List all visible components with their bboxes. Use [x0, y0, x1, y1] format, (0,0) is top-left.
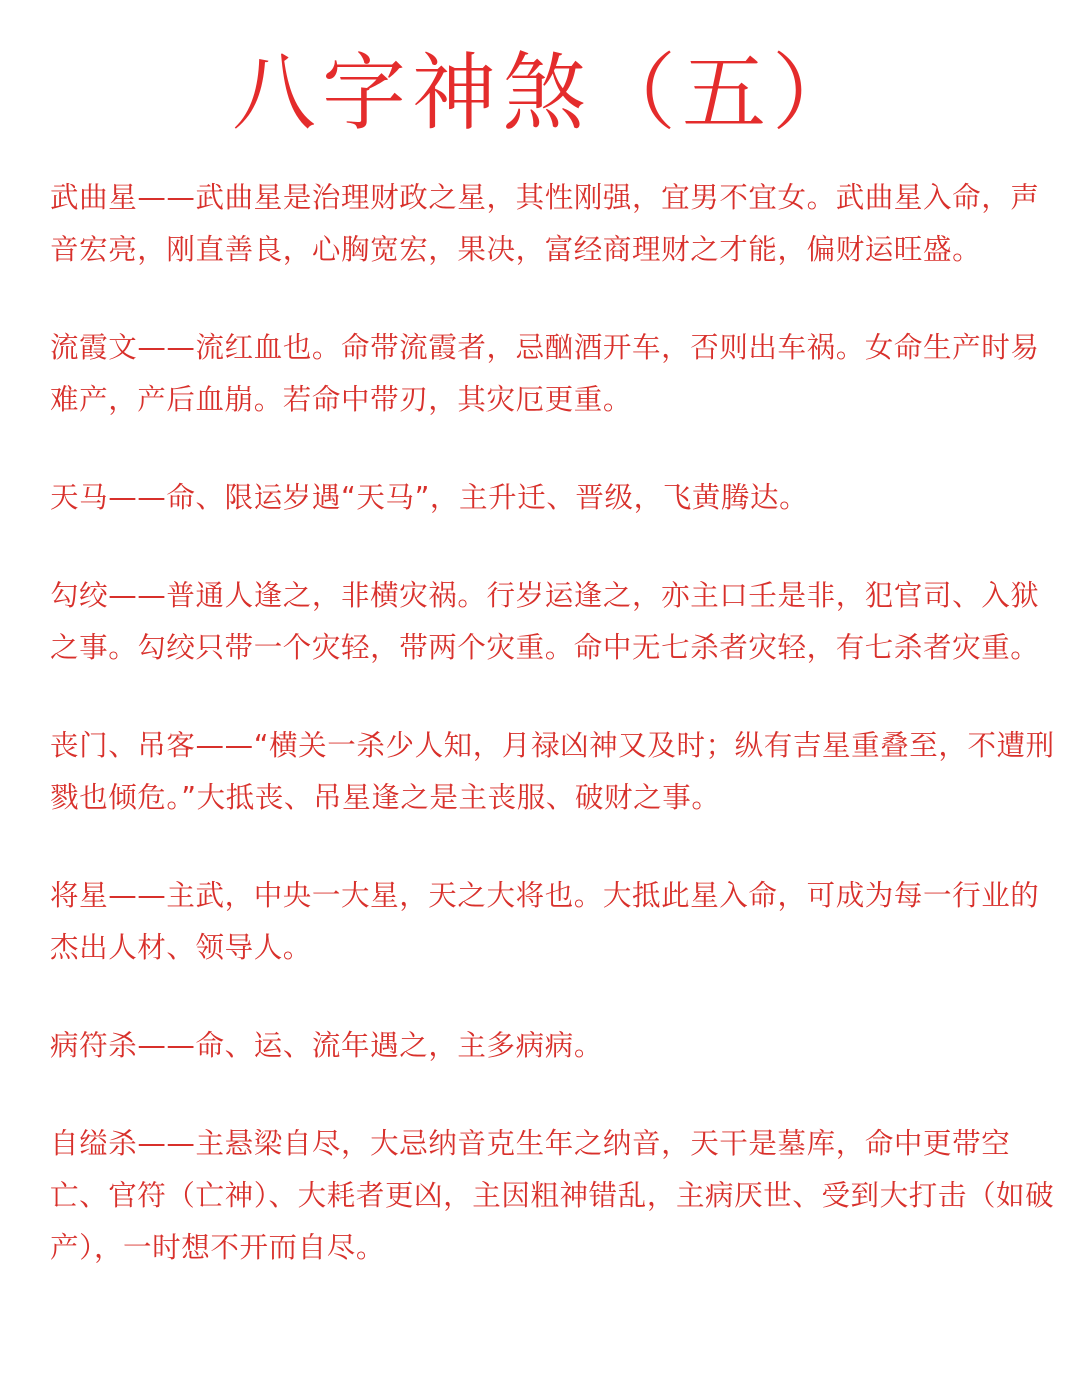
entry-text: ——命、运、流年遇之，主多病病。: [137, 1029, 603, 1062]
entry-text: ——“横关一杀少人知，月禄凶神又及时；纵有吉星重叠至，不遭刑戮也倾危。”大抵丧、吊星逢之是主丧服、破财之事。: [50, 729, 1055, 814]
entry-goujiao: [50, 570, 1060, 674]
entry-text: ——普通人逢之，非横灾祸。行岁运逢之，亦主口壬是非，犯官司、入狱之事。勾绞只带一个灾轻，带两个灾重。命中无七杀者灾轻，有七杀者灾重。: [50, 579, 1040, 664]
entry-text: ——流红血也。命带流霞者，忌酗酒开车，否则出车祸。女命生产时易难产，产后血崩。若命中带刃，其灾厄更重。: [50, 331, 1040, 416]
entry-ziyisha: [50, 1118, 1060, 1274]
entry-sangmen-diaoke: [50, 720, 1060, 824]
entry-list: [50, 172, 1060, 1320]
entry-wuquxing: [50, 172, 1060, 276]
entry-term: 天马: [50, 481, 109, 514]
entry-text: ——命、限运岁遇“天马”，主升迁、晋级，飞黄腾达。: [108, 481, 809, 514]
entry-text: ——主武，中央一大星，天之大将也。大抵此星入命，可成为每一行业的杰出人材、领导人。: [50, 879, 1040, 964]
entry-liuxiawen: [50, 322, 1060, 426]
entry-term: 自缢杀: [50, 1127, 138, 1160]
page-title: 八字神煞（五）: [232, 44, 863, 142]
entry-term: 病符杀: [50, 1029, 138, 1062]
entry-term: 将星: [50, 879, 109, 912]
entry-term: 丧门、吊客: [50, 729, 196, 762]
entry-term: 勾绞: [50, 579, 109, 612]
entry-bingfusha: [50, 1020, 1060, 1072]
entry-tianma: [50, 472, 1060, 524]
entry-text: ——武曲星是治理财政之星，其性刚强，宜男不宜女。武曲星入命，声音宏亮，刚直善良，心胸宽宏，果决，富经商理财之才能，偏财运旺盛。: [50, 181, 1040, 266]
entry-jiangxing: [50, 870, 1060, 974]
entry-term: 流霞文: [50, 331, 138, 364]
entry-term: 武曲星: [50, 181, 138, 214]
entry-text: ——主悬梁自尽，大忌纳音克生年之纳音，天干是墓库，命中更带空亡、官符（亡神）、大耗者更凶，主因粗神错乱，主病厌世、受到大打击（如破产），一时想不开而自尽。: [50, 1127, 1055, 1264]
